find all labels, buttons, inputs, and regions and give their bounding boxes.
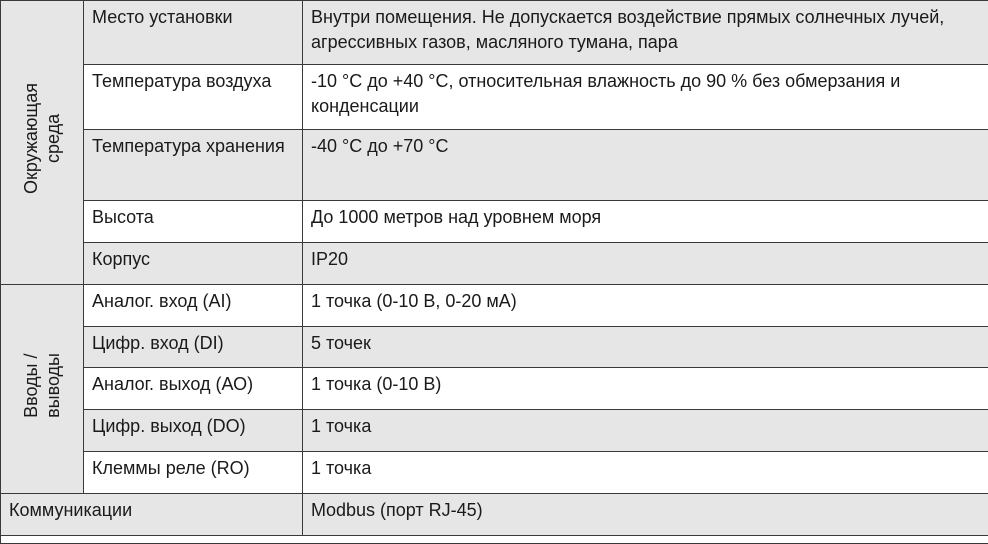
value-cell: 1 точка [303,452,988,494]
value-cell: Внутри помещения. Не допускается воздействие прямых солнечных лучей, агрессивных газов, масляного тумана, пара [303,1,988,65]
table-row [1,536,988,544]
value-cell: 1 точка (0-10 В) [303,368,988,410]
table-row [1,452,988,494]
table-row [1,130,988,201]
table-bottom-edge [1,536,988,544]
value-cell: 1 точка [303,410,988,452]
table-row [1,327,988,368]
param-cell: Корпус [84,243,303,285]
table-row [1,410,988,452]
table-row [1,243,988,285]
param-cell: Температура хранения [84,130,303,201]
param-cell: Аналог. вход (AI) [84,285,303,327]
group-label-io: Вводы / выводы [21,353,63,418]
param-cell: Цифр. выход (DO) [84,410,303,452]
param-cell: Высота [84,201,303,243]
param-cell: Температура воздуха [84,65,303,130]
table-row [1,1,988,65]
value-cell: До 1000 метров над уровнем моря [303,201,988,243]
value-cell: IP20 [303,243,988,285]
table-row [1,368,988,410]
table-row [1,65,988,130]
value-cell: 5 точек [303,327,988,368]
param-cell: Аналог. выход (АО) [84,368,303,410]
table-row [1,494,988,536]
group-label-environment: Окружающая среда [21,83,63,195]
table-row [1,201,988,243]
value-cell: -40 °C до +70 °C [303,130,988,201]
value-cell: 1 точка (0-10 В, 0-20 мА) [303,285,988,327]
param-cell: Цифр. вход (DI) [84,327,303,368]
param-cell: Место установки [84,1,303,65]
param-cell: Коммуникации [1,494,303,536]
param-cell: Клеммы реле (RO) [84,452,303,494]
group-cell-environment [1,1,84,285]
value-cell: -10 °C до +40 °C, относительная влажность до 90 % без обмерзания и конденсации [303,65,988,130]
table-row [1,285,988,327]
value-cell: Modbus (порт RJ-45) [303,494,988,536]
group-cell-io [1,285,84,494]
